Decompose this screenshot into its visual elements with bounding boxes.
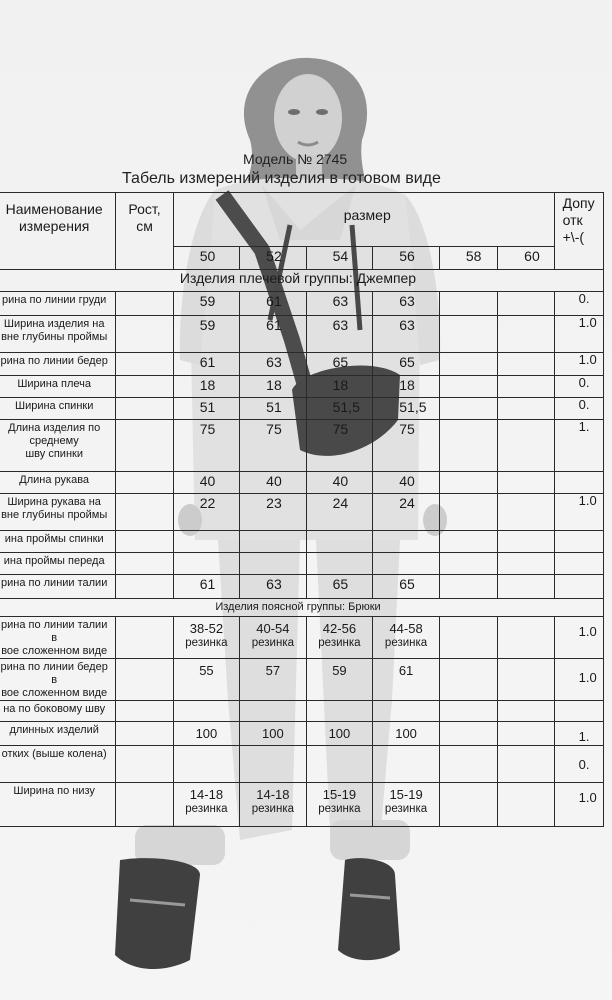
value-cell: 61 [173, 353, 239, 376]
value-cell: 51,5 [306, 398, 373, 420]
tolerance-cell: 1.0 [554, 353, 603, 376]
value-cell: 75 [373, 420, 440, 472]
row-name-line: вое сложенном виде [1, 645, 108, 657]
value-cell: 63 [373, 292, 440, 316]
table-row [0, 617, 604, 659]
document-title: Табель измерений изделия в готовом виде [122, 170, 441, 187]
table-row [0, 659, 604, 701]
row-name-line: вое сложенном виде [1, 687, 108, 699]
value-cell [439, 316, 497, 353]
value-cell [498, 783, 554, 827]
value-cell [439, 617, 497, 659]
row-name-line: в [51, 632, 58, 644]
value-cell [373, 783, 440, 827]
row-name [0, 553, 116, 575]
row-name-line: рина по линии бедер [0, 661, 108, 673]
measurement-table [0, 192, 604, 827]
value-cell: 65 [306, 353, 373, 376]
table-row [0, 420, 604, 472]
height-cell [116, 472, 173, 494]
value-cell [498, 575, 554, 599]
row-name-line: шву спинки [25, 448, 83, 460]
value-note: резинка [251, 803, 295, 815]
value-cell: 63 [306, 316, 373, 353]
value-cell [240, 722, 306, 746]
table-row [0, 353, 604, 376]
header-tol-line3: +\-( [562, 229, 585, 245]
value-cell [439, 575, 497, 599]
row-name-line: рина по линии груди [2, 294, 107, 306]
value-note: резинка [185, 637, 228, 649]
value-cell [439, 494, 497, 531]
row-name-line: рина по линии бедер [0, 355, 108, 367]
row-name-line: рина по линии талии [0, 577, 108, 589]
value-main: 14-18 [189, 787, 224, 802]
header-name-line2: измерения [18, 218, 90, 234]
value-cell: 18 [173, 376, 239, 398]
value-cell [498, 531, 554, 553]
header-height-line2: см [136, 218, 153, 234]
row-name [0, 722, 116, 746]
height-cell [116, 494, 173, 531]
tolerance-cell: 1. [554, 420, 603, 472]
row-name [0, 292, 116, 316]
value-cell [439, 420, 497, 472]
tolerance-cell [554, 531, 603, 553]
height-cell [116, 553, 173, 575]
size-header: 54 [306, 247, 373, 270]
table-row [0, 494, 604, 531]
value-cell [498, 472, 554, 494]
row-name-line: Ширина по низу [13, 785, 95, 797]
row-name [0, 575, 116, 599]
value-note: резинка [318, 803, 361, 815]
value-note: резинка [318, 637, 361, 649]
value-cell: 65 [373, 353, 440, 376]
value-note: резинка [185, 803, 228, 815]
table-row [0, 376, 604, 398]
row-name [0, 316, 116, 353]
tolerance-cell: 0. [554, 292, 603, 316]
height-cell [116, 531, 173, 553]
value-cell: 51,5 [373, 398, 440, 420]
value-cell: 18 [306, 376, 373, 398]
value-cell [439, 398, 497, 420]
value-cell: 18 [373, 376, 440, 398]
size-header: 60 [498, 247, 554, 270]
value-cell [498, 353, 554, 376]
height-cell [116, 353, 173, 376]
value-cell [498, 659, 554, 701]
header-size-cell [173, 193, 554, 247]
value-cell: 63 [373, 316, 440, 353]
size-header: 58 [439, 247, 497, 270]
table-row [0, 553, 604, 575]
height-cell [116, 316, 173, 353]
row-name [0, 398, 116, 420]
row-name-line: вне глубины проймы [1, 331, 108, 343]
value-main: 42-56 [322, 621, 357, 636]
value-cell: 75 [173, 420, 239, 472]
height-cell [116, 617, 173, 659]
value-cell [498, 376, 554, 398]
value-cell [306, 617, 373, 659]
value-cell [306, 659, 373, 701]
table-row [0, 316, 604, 353]
value-main: 15-19 [389, 787, 423, 802]
height-cell [116, 701, 173, 722]
value-cell: 40 [173, 472, 239, 494]
value-cell [373, 553, 440, 575]
value-note: резинка [384, 803, 428, 815]
tolerance-cell [554, 575, 603, 599]
value-cell [373, 531, 440, 553]
value-cell [306, 722, 373, 746]
row-name [0, 531, 116, 553]
value-cell: 75 [306, 420, 373, 472]
value-cell: 63 [240, 353, 306, 376]
value-cell: 23 [240, 494, 306, 531]
table-row [0, 746, 604, 783]
value-main: 14-18 [256, 787, 290, 802]
value-cell [498, 746, 554, 783]
value-cell [373, 746, 440, 783]
header-name-cell [0, 193, 116, 270]
value-cell [498, 494, 554, 531]
header-tol-line1: Допу [562, 195, 595, 211]
height-cell [116, 575, 173, 599]
height-cell [116, 398, 173, 420]
tolerance-cell: 0. [554, 746, 603, 783]
value-cell: 65 [373, 575, 440, 599]
value-cell [498, 398, 554, 420]
row-name [0, 659, 116, 701]
tolerance-cell: 0. [554, 398, 603, 420]
value-cell: 63 [306, 292, 373, 316]
tolerance-cell: 1. [554, 722, 603, 746]
value-cell [439, 746, 497, 783]
row-name [0, 472, 116, 494]
tolerance-cell [554, 553, 603, 575]
row-name-line: вне глубины проймы [1, 509, 108, 521]
height-cell [116, 722, 173, 746]
value-cell [240, 746, 306, 783]
value-cell [173, 659, 239, 701]
value-cell [173, 722, 239, 746]
value-cell: 59 [173, 316, 239, 353]
value-cell [373, 617, 440, 659]
value-cell [439, 701, 497, 722]
height-cell [116, 292, 173, 316]
value-cell [498, 292, 554, 316]
header-size-label: размер [343, 207, 391, 223]
value-cell: 61 [240, 292, 306, 316]
row-name-line: Ширина изделия на [3, 318, 105, 330]
value-cell [439, 531, 497, 553]
table-row [0, 783, 604, 827]
row-name-line: рина по линии талии [0, 619, 108, 631]
value-cell: 65 [306, 575, 373, 599]
row-name [0, 783, 116, 827]
section-header-jumper: Изделия плечевой группы: Джемпер [0, 270, 604, 292]
height-cell [116, 376, 173, 398]
value-cell: 61 [173, 575, 239, 599]
value-cell [240, 659, 306, 701]
table-row [0, 701, 604, 722]
table-row [0, 398, 604, 420]
row-name-line: ина проймы спинки [4, 533, 104, 545]
value-cell: 18 [240, 376, 306, 398]
row-name [0, 376, 116, 398]
tolerance-cell: 1.0 [554, 783, 603, 827]
value-cell [498, 701, 554, 722]
value-main: 44-58 [389, 621, 423, 636]
tolerance-cell: 1.0 [554, 617, 603, 659]
value-cell: 40 [240, 472, 306, 494]
tolerance-cell: 1.0 [554, 659, 603, 701]
value-cell: 51 [173, 398, 239, 420]
row-name [0, 420, 116, 472]
height-cell [116, 783, 173, 827]
section-header-trousers: Изделия поясной группы: Брюки [0, 599, 604, 617]
value-cell [498, 617, 554, 659]
row-name [0, 617, 116, 659]
header-height-cell [116, 193, 173, 270]
value-cell [306, 701, 373, 722]
value-main: 40-54 [256, 621, 290, 636]
row-name-line: Ширина спинки [14, 400, 94, 412]
value-cell [306, 746, 373, 783]
row-name-line: в [51, 674, 58, 686]
height-cell [116, 659, 173, 701]
value-cell: 24 [373, 494, 440, 531]
value-note: резинка [251, 637, 295, 649]
row-name-line: Длина рукава [19, 474, 90, 486]
value-cell [373, 701, 440, 722]
tolerance-cell [554, 701, 603, 722]
row-name-line: Ширина рукава на [7, 496, 101, 508]
table-row [0, 472, 604, 494]
row-name [0, 701, 116, 722]
value-main: 61 [398, 663, 414, 678]
row-name [0, 494, 116, 531]
value-cell [240, 701, 306, 722]
value-cell [439, 783, 497, 827]
value-cell: 40 [306, 472, 373, 494]
row-name [0, 746, 116, 783]
value-main: 57 [265, 663, 281, 678]
value-main: 100 [395, 726, 417, 741]
value-cell [439, 553, 497, 575]
value-cell [240, 617, 306, 659]
table-row [0, 575, 604, 599]
header-height-line1: Рост, [128, 201, 161, 217]
tolerance-cell: 1.0 [554, 316, 603, 353]
value-cell [173, 553, 239, 575]
value-main: 38-52 [189, 621, 224, 636]
value-cell: 63 [240, 575, 306, 599]
height-cell [116, 746, 173, 783]
value-cell [306, 553, 373, 575]
value-cell [498, 316, 554, 353]
value-cell [498, 722, 554, 746]
value-cell [240, 783, 306, 827]
value-cell: 40 [373, 472, 440, 494]
row-name-line: на по боковому шву [3, 703, 106, 715]
value-main: 100 [328, 726, 351, 741]
value-cell: 59 [173, 292, 239, 316]
value-cell [498, 553, 554, 575]
value-main: 59 [332, 663, 347, 678]
value-cell [173, 783, 239, 827]
value-cell [498, 420, 554, 472]
value-cell [306, 531, 373, 553]
value-cell: 24 [306, 494, 373, 531]
value-cell [439, 722, 497, 746]
value-cell: 61 [240, 316, 306, 353]
value-main: 55 [199, 663, 214, 678]
value-cell: 51 [240, 398, 306, 420]
value-cell [439, 353, 497, 376]
size-header: 52 [240, 247, 306, 270]
tolerance-cell: 1.0 [554, 494, 603, 531]
value-cell: 22 [173, 494, 239, 531]
row-name-line: отких (выше колена) [1, 748, 107, 760]
value-cell: 75 [240, 420, 306, 472]
value-cell [439, 472, 497, 494]
value-cell [173, 531, 239, 553]
value-main: 100 [195, 726, 218, 741]
table-row [0, 722, 604, 746]
value-cell [173, 746, 239, 783]
table-row [0, 292, 604, 316]
value-cell [240, 553, 306, 575]
row-name-line: Длина изделия по [8, 422, 101, 434]
value-cell [439, 376, 497, 398]
row-name [0, 353, 116, 376]
row-name-line: ина проймы переда [3, 555, 105, 567]
height-cell [116, 420, 173, 472]
value-note: резинка [384, 637, 428, 649]
value-cell [173, 617, 239, 659]
table-row [0, 531, 604, 553]
header-tolerance-cell [554, 193, 603, 270]
value-cell [439, 292, 497, 316]
size-header: 56 [373, 247, 440, 270]
value-cell [373, 659, 440, 701]
size-header: 50 [173, 247, 239, 270]
value-main: 15-19 [322, 787, 357, 802]
row-name-line: среднему [29, 435, 79, 447]
value-cell [439, 659, 497, 701]
model-number: Модель № 2745 [243, 151, 348, 167]
value-main: 100 [262, 726, 284, 741]
header-tol-line2: отк [562, 212, 583, 228]
value-cell [306, 783, 373, 827]
tolerance-cell: 0. [554, 376, 603, 398]
tolerance-cell [554, 472, 603, 494]
value-cell [173, 701, 239, 722]
value-cell [240, 531, 306, 553]
header-name-line1: Наименование [5, 201, 103, 217]
row-name-line: длинных изделий [9, 724, 99, 736]
row-name-line: Ширина плеча [17, 378, 92, 390]
value-cell [373, 722, 440, 746]
